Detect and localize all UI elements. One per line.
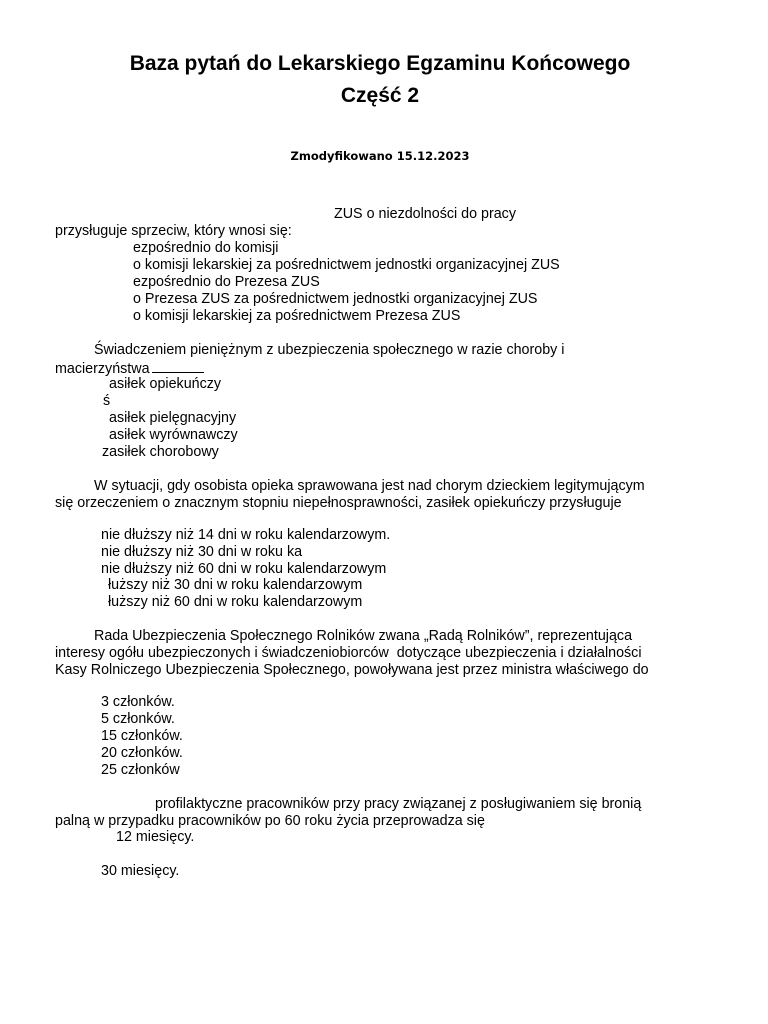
- question-2-stem-line-2: macierzyństwa: [55, 359, 204, 378]
- question-3-option-d: łuższy niż 30 dni w roku kalendarzowym: [108, 577, 363, 593]
- question-1-option-c: ezpośrednio do Prezesa ZUS: [133, 274, 320, 290]
- question-2-option-e: zasiłek chorobowy: [102, 444, 219, 460]
- question-4-stem-line-3: Kasy Rolniczego Ubezpieczenia Społecznego, powoływana jest przez ministra właściwego do: [55, 662, 649, 678]
- document-title: Baza pytań do Lekarskiego Egzaminu Końcowego: [129, 52, 631, 75]
- modified-date: Zmodyfikowano 15.12.2023: [290, 149, 470, 163]
- question-3-option-e: łuższy niż 60 dni w roku kalendarzowym: [108, 594, 363, 610]
- question-4-option-c: 15 członków.: [101, 728, 183, 744]
- question-1-option-d: o Prezesa ZUS za pośrednictwem jednostki organizacyjnej ZUS: [133, 291, 538, 307]
- question-4-option-b: 5 członków.: [101, 711, 175, 727]
- question-1-stem-line-1: ZUS o niezdolności do pracy: [334, 206, 516, 222]
- question-3-option-c: nie dłuższy niż 60 dni w roku kalendarzowym: [101, 561, 387, 577]
- question-3-stem-line-2: się orzeczeniem o znacznym stopniu niepełnosprawności, zasiłek opiekuńczy przysługuje: [55, 495, 622, 511]
- question-4-option-e: 25 członków: [101, 762, 180, 778]
- question-2-option-b: ś: [103, 393, 111, 409]
- answer-blank: [152, 359, 204, 373]
- question-1-stem-line-2: przysługuje sprzeciw, który wnosi się:: [55, 223, 292, 239]
- question-2-stem-line-1: Świadczeniem pieniężnym z ubezpieczenia społecznego w razie choroby i: [94, 342, 565, 358]
- document-subtitle: Część 2: [340, 84, 420, 107]
- question-5-option-b: 30 miesięcy.: [101, 863, 180, 879]
- question-4-option-d: 20 członków.: [101, 745, 183, 761]
- question-5-stem-line-2: palną w przypadku pracowników po 60 roku życia przeprowadza się: [55, 813, 485, 829]
- question-1-option-b: o komisji lekarskiej za pośrednictwem jednostki organizacyjnej ZUS: [133, 257, 560, 273]
- question-3-option-a: nie dłuższy niż 14 dni w roku kalendarzowym.: [101, 527, 391, 543]
- question-4-stem-line-1: Rada Ubezpieczenia Społecznego Rolników zwana „Radą Rolników”, reprezentująca: [94, 628, 633, 644]
- question-1-option-a: ezpośrednio do komisji: [133, 240, 279, 256]
- question-2-option-d: asiłek wyrównawczy: [109, 427, 238, 443]
- question-1-option-e: o komisji lekarskiej za pośrednictwem Prezesa ZUS: [133, 308, 461, 324]
- question-3-option-b: nie dłuższy niż 30 dni w roku ka: [101, 544, 303, 560]
- question-5-stem-line-1: profilaktyczne pracowników przy pracy związanej z posługiwaniem się bronią: [155, 796, 642, 812]
- question-4-stem-line-2: interesy ogółu ubezpieczonych i świadczeniobiorców dotyczące ubezpieczenia i działalności: [55, 645, 642, 661]
- question-3-stem-line-1: W sytuacji, gdy osobista opieka sprawowana jest nad chorym dzieckiem legitymującym: [94, 478, 645, 494]
- question-2-option-a: asiłek opiekuńczy: [109, 376, 222, 392]
- question-5-option-a: 12 miesięcy.: [116, 829, 195, 845]
- question-2-option-c: asiłek pielęgnacyjny: [109, 410, 237, 426]
- question-4-option-a: 3 członków.: [101, 694, 175, 710]
